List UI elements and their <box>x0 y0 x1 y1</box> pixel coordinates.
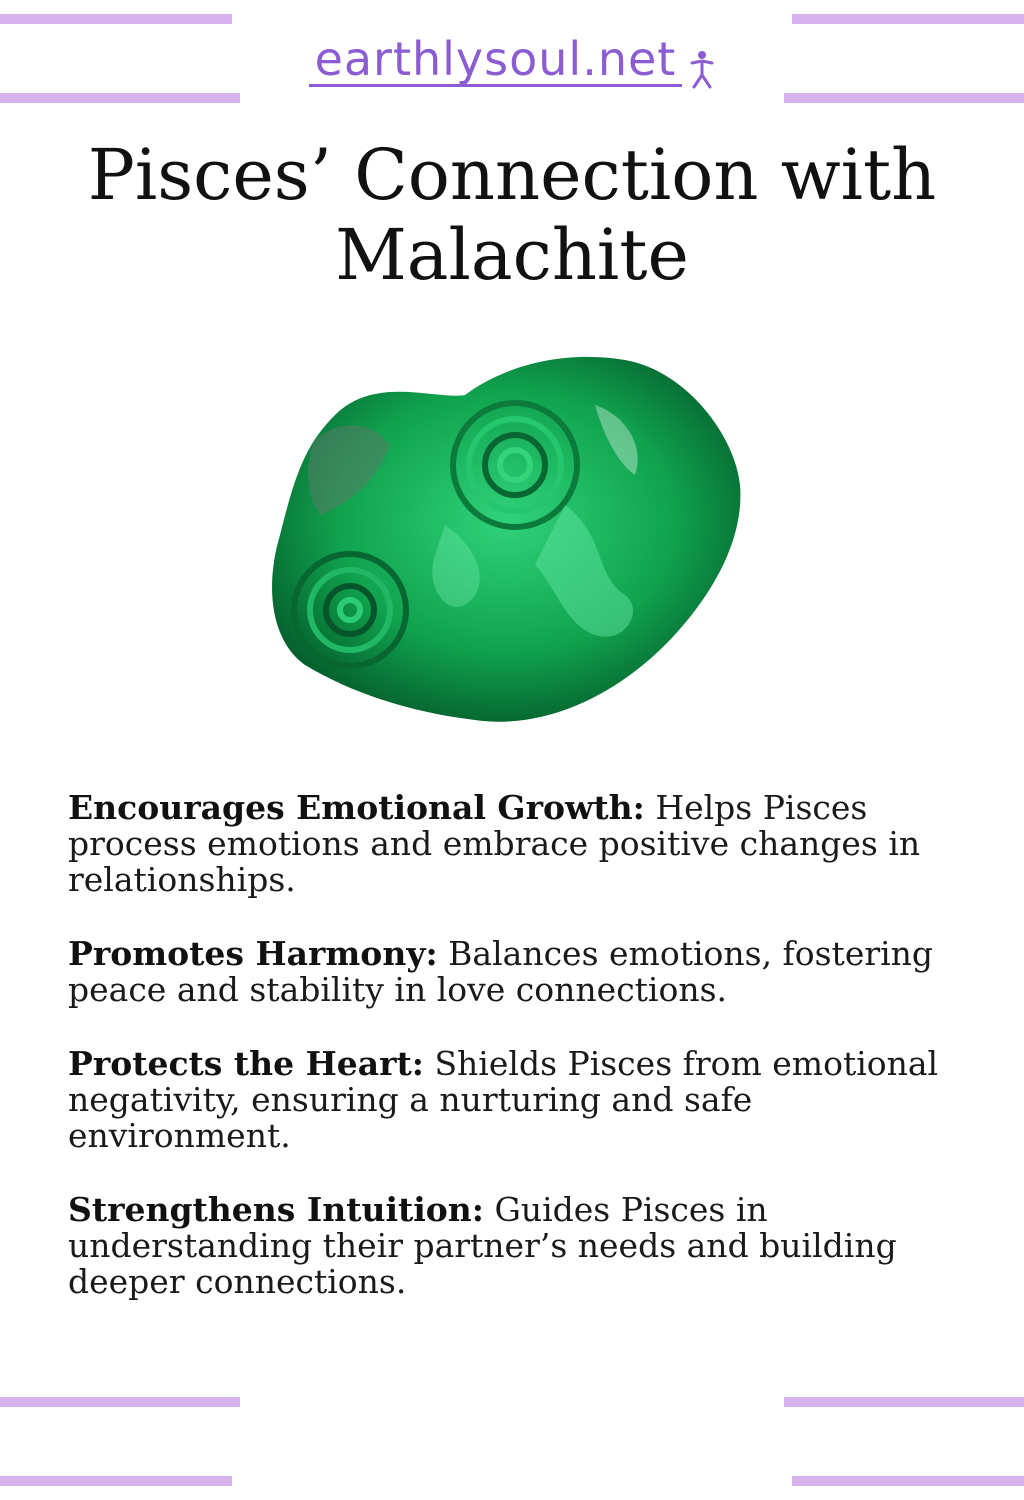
yoga-figure-icon <box>689 49 715 93</box>
benefit-heading: Strengthens Intuition: <box>68 1190 484 1229</box>
benefit-text: Shields Pisces from emotional negativity, ensuring a nurturing and safe environment. <box>68 1044 939 1155</box>
decor-bar-top-left-1 <box>0 14 232 24</box>
benefit-text: Helps Pisces process emotions and embrace positive changes in relationships. <box>68 788 921 899</box>
decor-bar-top-right-1 <box>792 14 1024 24</box>
benefit-heading: Protects the Heart: <box>68 1044 424 1083</box>
benefit-heading: Promotes Harmony: <box>68 934 438 973</box>
benefit-item <box>68 1046 948 1154</box>
benefit-item <box>68 790 948 898</box>
benefits-list <box>68 790 948 1338</box>
decor-bar-bottom-right-2 <box>792 1476 1024 1486</box>
decor-bar-bottom-right-1 <box>784 1397 1024 1407</box>
malachite-stone-image <box>265 345 755 735</box>
site-logo[interactable] <box>0 34 1024 93</box>
benefit-item <box>68 936 948 1008</box>
decor-bar-top-right-2 <box>784 93 1024 103</box>
decor-bar-bottom-left-2 <box>0 1476 232 1486</box>
decor-bar-bottom-left-1 <box>0 1397 240 1407</box>
benefit-text: Guides Pisces in understanding their partner’s needs and building deeper connections. <box>68 1190 897 1301</box>
benefit-text: Balances emotions, fostering peace and stability in love connections. <box>68 934 934 1009</box>
benefit-heading: Encourages Emotional Growth: <box>68 788 645 827</box>
page-title: Pisces’ Connection with Malachite <box>87 134 937 296</box>
benefit-item <box>68 1192 948 1300</box>
decor-bar-top-left-2 <box>0 93 240 103</box>
logo-text: earthlysoul.net <box>309 34 683 87</box>
